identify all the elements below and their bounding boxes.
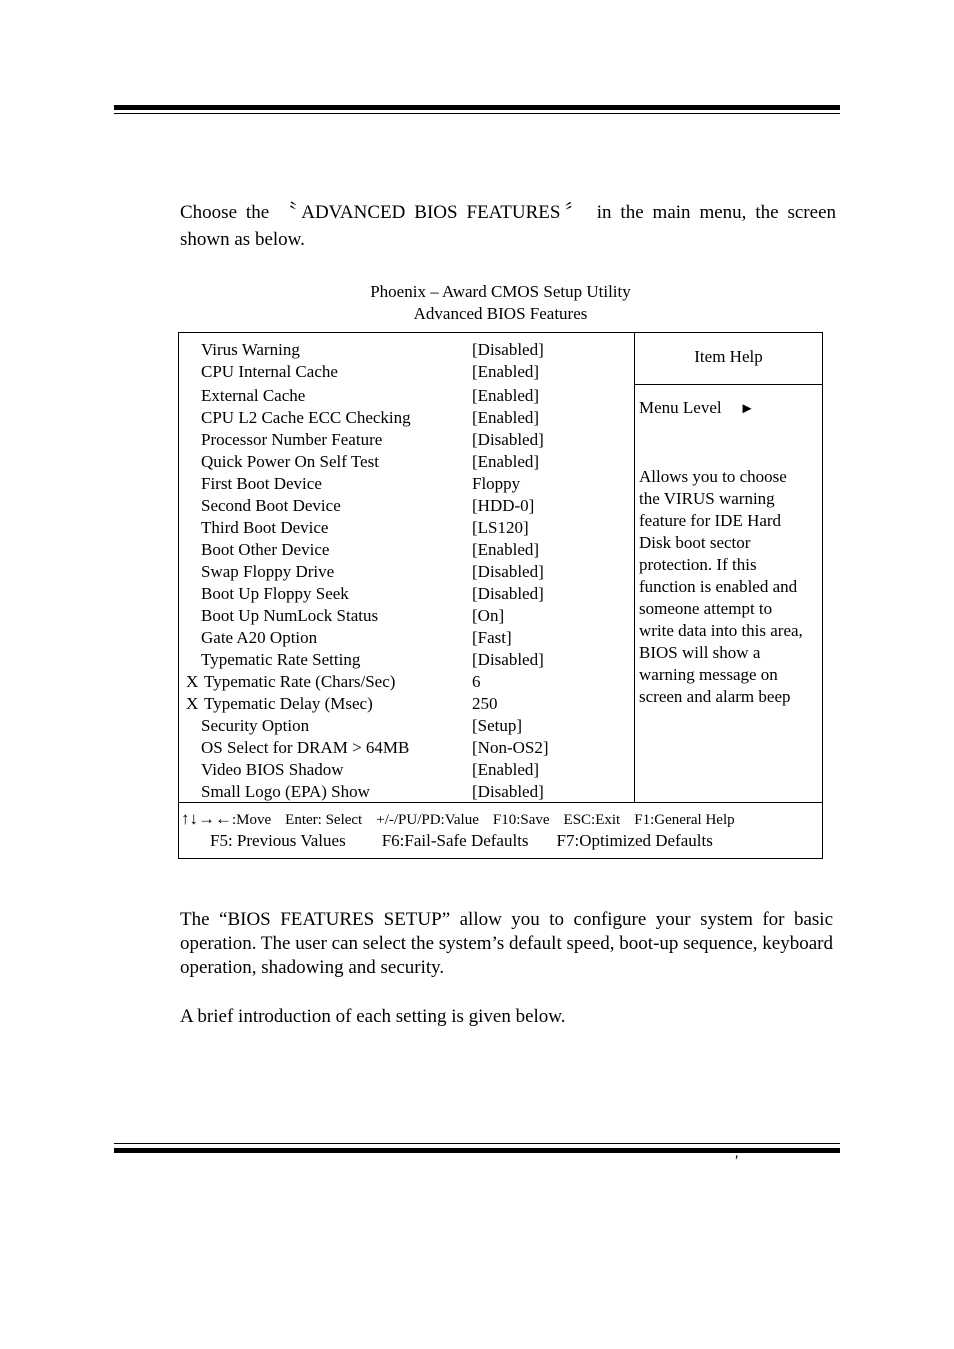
screen-caption: Advanced BIOS Features <box>413 304 588 323</box>
help-line: Allows you to choose <box>639 467 787 486</box>
setting-label: OS Select for DRAM > 64MB <box>201 738 410 757</box>
setting-value[interactable]: [Enabled] <box>472 760 540 779</box>
setting-label: External Cache <box>201 386 306 405</box>
setting-value[interactable]: [Disabled] <box>472 584 544 603</box>
item-help-title: Item Help <box>694 347 763 366</box>
menu-level <box>639 397 754 420</box>
help-panel-divider <box>634 332 635 803</box>
setting-row-floppy-seek[interactable] <box>186 583 630 605</box>
setting-label: Swap Floppy Drive <box>201 562 335 581</box>
setting-label: Boot Up NumLock Status <box>201 606 379 625</box>
intro-sentence: A brief introduction of each setting is given below. <box>180 1006 566 1027</box>
setting-value: 6 <box>472 672 481 691</box>
help-line: someone attempt to <box>639 599 773 618</box>
setting-value[interactable]: [Enabled] <box>472 362 540 381</box>
intro-text: Choose the 〝ADVANCED BIOS FEATURES〞 in the main menu, the screen shown as below. <box>180 202 836 250</box>
setting-label: First Boot Device <box>201 474 322 493</box>
help-line: screen and alarm beep <box>639 687 791 706</box>
setting-row-numlock[interactable] <box>186 605 630 627</box>
setting-row-os-select[interactable] <box>186 737 630 759</box>
setting-row-typematic-rate <box>186 671 630 693</box>
utility-caption: Phoenix – Award CMOS Setup Utility <box>370 282 631 301</box>
setting-value[interactable]: [Disabled] <box>472 562 544 581</box>
description-paragraph: The “BIOS FEATURES SETUP” allow you to configure your system for basic operation. The user can select the system’s default speed, boot-up sequence, keyboard operation, shadowing and security. <box>180 909 833 978</box>
setting-value[interactable]: [LS120] <box>472 518 529 537</box>
setting-label: Boot Other Device <box>201 540 330 559</box>
setting-label: Second Boot Device <box>201 496 341 515</box>
setting-value[interactable]: [Enabled] <box>472 386 540 405</box>
settings-list <box>186 339 630 803</box>
key-move: :Move <box>232 812 272 828</box>
setting-row-cpu-internal-cache[interactable] <box>186 361 630 383</box>
setting-label: Typematic Rate (Chars/Sec) <box>204 672 396 691</box>
setting-label: Virus Warning <box>201 340 300 359</box>
setting-row-third-boot[interactable] <box>186 517 630 539</box>
setting-value[interactable]: [Enabled] <box>472 540 540 559</box>
setting-row-typematic-delay <box>186 693 630 715</box>
key-failsafe-defaults: F6:Fail-Safe Defaults <box>381 831 529 850</box>
setting-value[interactable]: Floppy <box>472 474 521 493</box>
setting-row-quick-post[interactable] <box>186 451 630 473</box>
setting-row-processor-number[interactable] <box>186 429 630 451</box>
setting-label: Gate A20 Option <box>201 628 318 647</box>
help-line: Disk boot sector <box>639 533 751 552</box>
setting-row-swap-floppy[interactable] <box>186 561 630 583</box>
setting-label: Small Logo (EPA) Show <box>201 782 370 801</box>
help-line: BIOS will show a <box>639 643 761 662</box>
triangle-right-icon: ► <box>739 401 755 417</box>
disabled-mark: X <box>186 672 199 691</box>
key-exit: ESC:Exit <box>563 812 621 828</box>
help-line: protection. If this <box>639 555 757 574</box>
arrow-keys-icon: ↑↓→← <box>181 809 232 828</box>
setting-value[interactable]: [Disabled] <box>472 782 544 801</box>
setting-value[interactable]: [Fast] <box>472 628 512 647</box>
help-title-divider <box>635 384 822 385</box>
item-help-text <box>639 466 822 708</box>
setting-label: Typematic Delay (Msec) <box>204 694 373 713</box>
setting-label: Typematic Rate Setting <box>201 650 361 669</box>
help-line: warning message on <box>639 665 778 684</box>
key-select: Enter: Select <box>285 812 363 828</box>
setting-row-cpu-l2-ecc[interactable] <box>186 407 630 429</box>
setting-value[interactable]: [Enabled] <box>472 452 540 471</box>
setting-row-external-cache[interactable] <box>186 385 630 407</box>
setting-label: Video BIOS Shadow <box>201 760 344 779</box>
setting-label: Processor Number Feature <box>201 430 383 449</box>
key-legend-line1 <box>181 809 749 830</box>
page-mark: ′ <box>735 1153 739 1170</box>
key-general-help: F1:General Help <box>634 812 735 828</box>
key-legend-line2 <box>210 830 749 852</box>
setting-value[interactable]: [Enabled] <box>472 408 540 427</box>
key-value: +/-/PU/PD:Value <box>376 812 479 828</box>
setting-row-boot-other[interactable] <box>186 539 630 561</box>
setting-value[interactable]: [HDD-0] <box>472 496 535 515</box>
setting-label: Security Option <box>201 716 310 735</box>
key-save: F10:Save <box>492 812 550 828</box>
menu-level-label: Menu Level <box>639 398 722 417</box>
setting-value[interactable]: [Disabled] <box>472 430 544 449</box>
help-line: function is enabled and <box>639 577 798 596</box>
setting-row-video-shadow[interactable] <box>186 759 630 781</box>
setting-row-virus-warning[interactable] <box>186 339 630 361</box>
setting-value[interactable]: [On] <box>472 606 505 625</box>
setting-label: Quick Power On Self Test <box>201 452 379 471</box>
help-line: the VIRUS warning <box>639 489 775 508</box>
setting-value[interactable]: [Disabled] <box>472 340 544 359</box>
setting-label: Third Boot Device <box>201 518 329 537</box>
setting-row-security[interactable] <box>186 715 630 737</box>
setting-row-small-logo[interactable] <box>186 781 630 803</box>
setting-row-gate-a20[interactable] <box>186 627 630 649</box>
setting-row-first-boot[interactable] <box>186 473 630 495</box>
setting-label: CPU L2 Cache ECC Checking <box>201 408 411 427</box>
key-previous-values: F5: Previous Values <box>210 831 346 850</box>
setting-label: CPU Internal Cache <box>201 362 338 381</box>
header-rule <box>114 105 840 114</box>
setting-row-second-boot[interactable] <box>186 495 630 517</box>
setting-row-typematic-setting[interactable] <box>186 649 630 671</box>
key-optimized-defaults: F7:Optimized Defaults <box>556 831 713 850</box>
footer-rule <box>114 1143 840 1153</box>
disabled-mark: X <box>186 694 199 713</box>
setting-value[interactable]: [Setup] <box>472 716 523 735</box>
setting-value: 250 <box>472 694 498 713</box>
help-line: write data into this area, <box>639 621 803 640</box>
setting-value[interactable]: [Non-OS2] <box>472 738 549 757</box>
setting-value[interactable]: [Disabled] <box>472 650 544 669</box>
help-line: feature for IDE Hard <box>639 511 782 530</box>
setting-label: Boot Up Floppy Seek <box>201 584 349 603</box>
